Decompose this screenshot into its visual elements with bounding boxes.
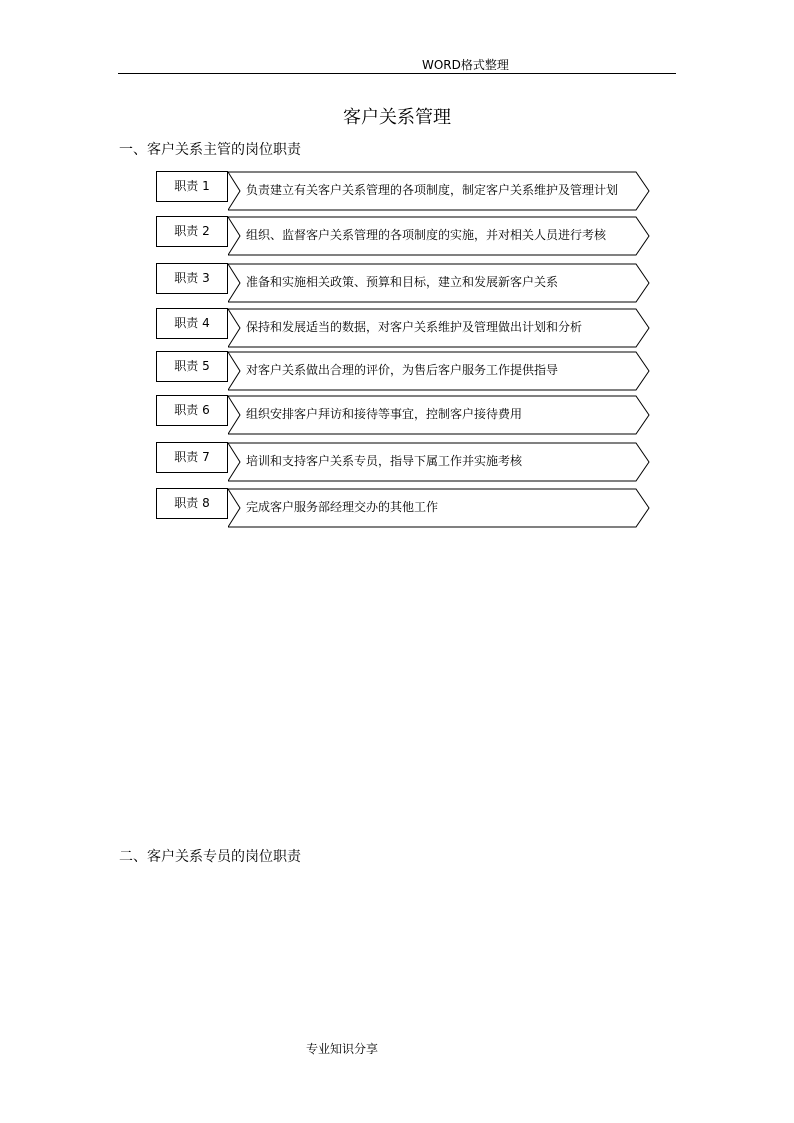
- duty-text: 组织安排客户拜访和接待等事宜，控制客户接待费用: [246, 407, 523, 421]
- duty-row: [156, 216, 650, 256]
- section-heading-specialist: 二、客户关系专员的岗位职责: [119, 849, 301, 865]
- duty-row: [156, 171, 650, 211]
- page-footer: 专业知识分享: [306, 1042, 379, 1056]
- duty-row: [156, 351, 650, 391]
- page-header: WORD格式整理: [422, 58, 509, 72]
- duty-label: 职责 5: [156, 351, 228, 382]
- header-rule: [118, 73, 676, 74]
- duty-text: 准备和实施相关政策、预算和目标，建立和发展新客户关系: [246, 275, 559, 289]
- duty-row: [156, 395, 650, 435]
- duty-label: 职责 2: [156, 216, 228, 247]
- document-title: 客户关系管理: [343, 107, 451, 128]
- duty-label: 职责 8: [156, 488, 228, 519]
- duty-label: 职责 4: [156, 308, 228, 339]
- duty-label: 职责 1: [156, 171, 228, 202]
- duty-label: 职责 6: [156, 395, 228, 426]
- duty-text: 培训和支持客户关系专员，指导下属工作并实施考核: [246, 454, 523, 468]
- duty-text: 保持和发展适当的数据，对客户关系维护及管理做出计划和分析: [246, 320, 583, 334]
- duty-label: 职责 7: [156, 442, 228, 473]
- duty-row: [156, 263, 650, 303]
- duty-row: [156, 488, 650, 528]
- duty-text: 组织、监督客户关系管理的各项制度的实施，并对相关人员进行考核: [246, 228, 607, 242]
- duty-text: 完成客户服务部经理交办的其他工作: [246, 500, 439, 514]
- duty-text: 负责建立有关客户关系管理的各项制度，制定客户关系维护及管理计划: [246, 183, 619, 197]
- duty-row: [156, 442, 650, 482]
- section-heading-supervisor: 一、客户关系主管的岗位职责: [119, 142, 301, 158]
- duty-label: 职责 3: [156, 263, 228, 294]
- duty-row: [156, 308, 650, 348]
- duty-text: 对客户关系做出合理的评价，为售后客户服务工作提供指导: [246, 363, 559, 377]
